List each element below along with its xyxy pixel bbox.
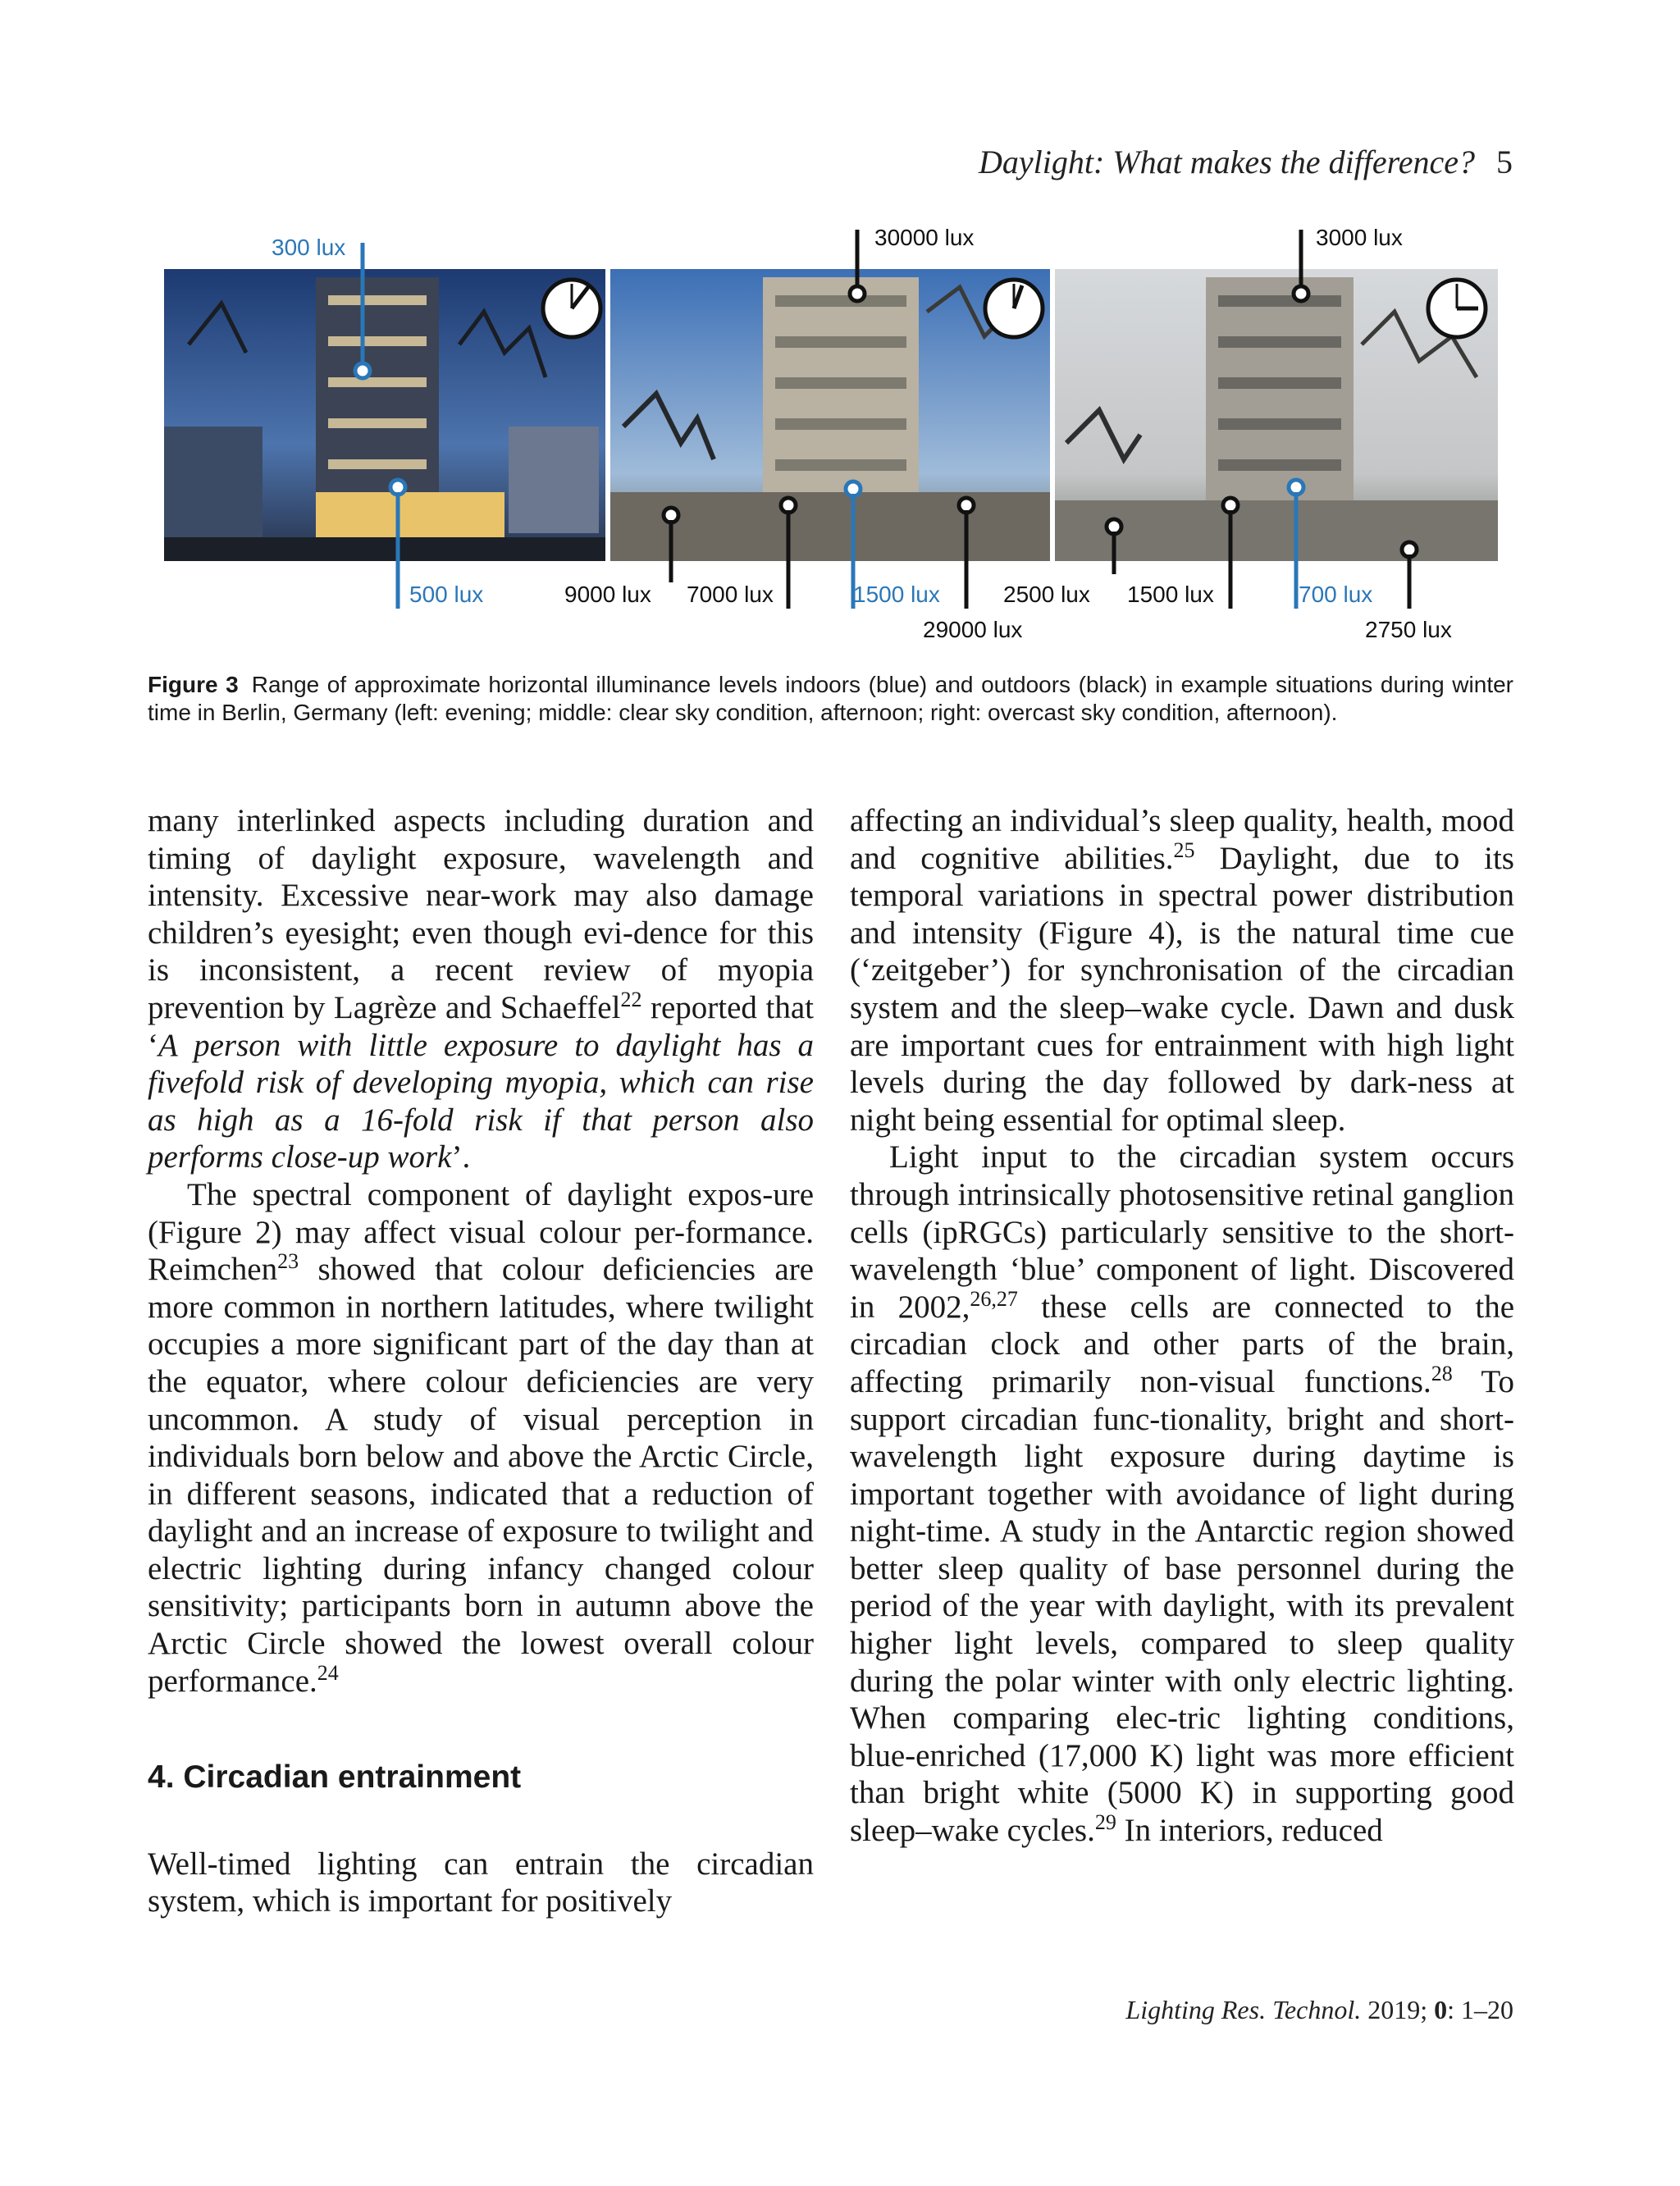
figure-label: Figure 3: [148, 672, 239, 697]
left-column: [148, 802, 814, 1920]
label-7000-lux: 7000 lux: [687, 582, 774, 607]
figure-illustration: [0, 0, 1680, 656]
right-column: [850, 802, 1514, 1850]
text-run: showed that colour deficiencies are more common in northern latitudes, where twilight occupies a more significant part of the day than at the equator, where colour deficiencies are very uncommon. A study of visual perception in individuals born below and above the Arctic Circle, in different seasons, indicated that a reduction of daylight and an increase of exposure to twilight and electric lighting during infancy changed colour sensitivity; participants born in autumn above the Arctic Circle showed the lowest overall colour performance.: [148, 1252, 814, 1699]
pointer-2750-lux: [1402, 542, 1417, 609]
label-3000-lux: 3000 lux: [1316, 225, 1403, 250]
clock-icon: [543, 280, 600, 337]
journal-volume: 0: [1434, 1995, 1448, 2024]
page-number: 5: [1496, 144, 1513, 180]
clock-icon: [1428, 280, 1486, 337]
label-700-lux: 700 lux: [1299, 582, 1373, 607]
text-run: In interiors, reduced: [1116, 1813, 1383, 1849]
label-500-lux: 500 lux: [409, 582, 484, 607]
paragraph: [148, 1176, 814, 1700]
text-run: Daylight, due to its temporal variations in spectral power distribution and intensity (Figure 4), is the natural time cue (‘zeitgeber’) for synchronisation of the circadian system and the sleep–wake cycle. Dawn and dusk are important cues for entrainment with high light levels during the day followed by dark-ness at night being essential for optimal sleep.: [850, 840, 1514, 1138]
text-run: The spectral component of daylight expos-ure (Figure 2) may affect visual colour per-formance. Reimchen: [148, 1176, 814, 1288]
citation: 28: [1431, 1361, 1453, 1385]
citation: 26,27: [970, 1286, 1018, 1311]
figure-caption: [148, 671, 1513, 727]
running-title: Daylight: What makes the difference?: [979, 144, 1475, 180]
label-300-lux: 300 lux: [272, 235, 346, 260]
text-run: reported that ‘: [148, 989, 814, 1063]
citation: 22: [620, 987, 642, 1011]
label-1500-lux-indoor: 1500 lux: [853, 582, 940, 607]
text-run: Light input to the circadian system occurs through intrinsically photosensitive retinal ganglion cells (ipRGCs) particularly sensitive to the short-wavelength ‘blue’ component of light. Discovered in 2002,: [850, 1139, 1514, 1325]
journal-footer: [902, 1995, 1513, 2025]
pointer-30000-lux: [850, 230, 865, 301]
quote: A person with little exposure to daylight has a fivefold risk of developing myopia, which can rise as high as a 16-fold risk if that person also performs close-up work: [148, 1027, 814, 1175]
citation: 25: [1173, 837, 1195, 862]
photo-evening: [164, 269, 605, 561]
paragraph: [148, 802, 814, 1176]
figure-3: [0, 0, 1680, 656]
citation: 24: [317, 1660, 339, 1685]
citation: 23: [277, 1249, 299, 1274]
paragraph: Well-timed lighting can entrain the circadian system, which is important for positively: [148, 1846, 814, 1919]
label-2750-lux: 2750 lux: [1365, 617, 1452, 642]
journal-year: 2019;: [1367, 1995, 1428, 2024]
figure-caption-text: Range of approximate horizontal illuminance levels indoors (blue) and outdoors (black) in example situations during winter time in Berlin, Germany (left: evening; middle: clear sky condition, afternoon; right: overcast sky condition, afternoon).: [148, 672, 1513, 725]
section-heading: 4. Circadian entrainment: [148, 1759, 522, 1796]
label-29000-lux: 29000 lux: [923, 617, 1023, 642]
label-2500-lux: 2500 lux: [1003, 582, 1090, 607]
label-9000-lux: 9000 lux: [564, 582, 651, 607]
text-run: these cells are connected to the circadian clock and other parts of the brain, affecting primarily non-visual functions.: [850, 1289, 1515, 1399]
text-run: To support circadian func-tionality, bright and short-wavelength light exposure during daytime is important together with avoidance of light during night-time. A study in the Antarctic region showed better sleep quality of base personnel during the period of the year with daylight, with its prevalent higher light levels, compared to sleep quality during the polar winter with only electric lighting. When comparing elec-tric lighting conditions, blue-enriched (17,000 K) light was more efficient than bright white (5000 K) in supporting good sleep–wake cycles.: [850, 1363, 1514, 1849]
paragraph: [850, 1139, 1514, 1849]
pointer-3000-lux: [1294, 230, 1308, 301]
text-run: ’.: [451, 1139, 471, 1175]
clock-icon: [985, 280, 1043, 337]
journal-name: Lighting Res. Technol.: [1125, 1995, 1362, 2024]
text-run: many interlinked aspects including duration and timing of daylight exposure, wavelength and intensity. Excessive near-work may also damage children’s eyesight; even though evi-dence for this is inconsistent, a recent review of myopia prevention by Lagrèze and Schaeffel: [148, 803, 814, 1025]
citation: 29: [1094, 1810, 1116, 1835]
text-run: affecting an individual’s sleep quality, health, mood and cognitive abilities.: [850, 803, 1514, 876]
label-30000-lux: 30000 lux: [874, 225, 975, 250]
journal-pages: : 1–20: [1447, 1995, 1513, 2024]
label-1500-lux-outdoor: 1500 lux: [1127, 582, 1214, 607]
paragraph: [850, 802, 1514, 1139]
